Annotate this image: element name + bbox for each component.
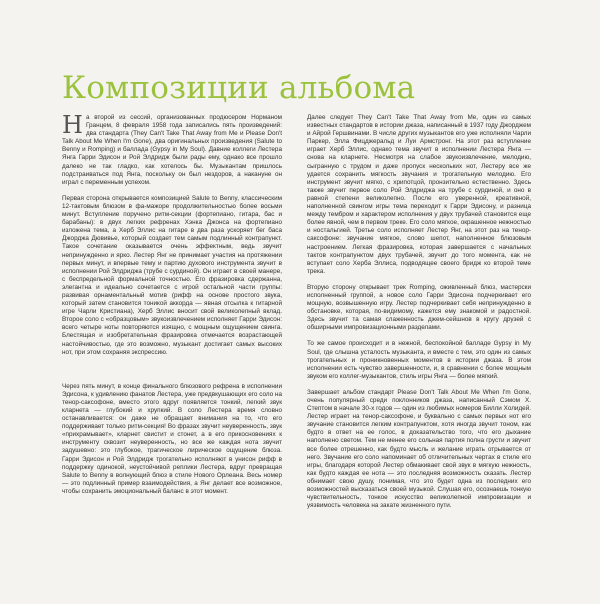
left-column bbox=[62, 111, 282, 504]
left-paragraph-2: Первая сторона открывается композицией Salute to Benny, классическим 12-тактовым блюзом в фа-мажоре продолжительностью более восьми минут. Вступление поручено ритм-секции (фортепиано, гитара, бас и барабаны): в двух легких рефренах Хэнка Джонса на фортепиано изложена тема, а Херб Эллис на гитаре в два раза ускоряет бег баса Джорджа Дювивье, который создает тем самым подлинный контрапункт. Такое сочетание оказывается очень эффектным, ведь звучит непринужденно и ярко. Лестер Янг не принимает участия на протяжении первых минут, и впервые тему и партию духового инструмента звучит в исполнении Рой Элдриджа (трубе с сурдиной). Он играет в своей манере, с беспредельной формальной точностью. Его фразировка сдержанна, элегантна и идеально сочетается с игрой остальной части группы: развивая орнаментальный мотив (рифф на основе простого звука, который затем становится тоникой аккорда — явная отсылка к гитарной игре Чарли Кристиана), Херб Эллис вносит свой великолепный вклад. Второе соло с «образцовым» звукоизвлечением исполняет Гарри Эдисон: всего четыре ноты повторяются изящно, с мощным ощущением свинга. Блестящая и изобретательная фразировка отмечается возрастающей настойчивостью, где это возможно, музыкант достигает самых высоких нот, при этом сохраняя экспрессию. bbox=[62, 194, 282, 356]
right-paragraph-3: То же самое происходит и в нежной, беспокойной балладе Gypsy in My Soul, где слышна усталость музыканта, и вместе с тем, это один из самых трогательных и проникновенных моментов в истории джаза. В этом исполнении есть чувство завершенности, и, в сравнении с более мощным звуком его коллег-музыкантов, стиль игры Янга — более мягкий. bbox=[307, 340, 531, 380]
page-title: Композиции альбома bbox=[62, 70, 416, 106]
right-paragraph-2: Вторую сторону открывает трек Romping, оживленный блюз, мастерски исполненный группой, а новое соло Гарри Эдисона подчеркивает его мощную, возвышенную игру. Лестер подчеркивает себя непринужденно в обстановке, которая, по-видимому, кажется ему знакомой и радостной. Здесь звучит та самая слаженность джем-сейшнов в кругу друзей с обширными импровизационными разделами. bbox=[307, 283, 531, 332]
left-paragraph-1-text: а второй из сессий, организованных продюсером Норманом Гранцем, 8 февраля 1958 года записались пять произведений: два стандарта (They Can't Take That Away from Me и Please Don't Talk About Me When I'm Gone), два оригинальных произведения (Salute to Benny и Romping) и баллада (Gypsy in My Soul). Давние коллеги Лестера Янга Гарри Эдисон и Рой Элдридж были рады ему, однако все прошло далеко не так гладко, как хотелось бы. Музыкантам пришлось подстраиваться под Янга, поскольку он был нездоров, а накануне он играл с переменным успехом. bbox=[62, 114, 282, 186]
right-column bbox=[307, 114, 531, 518]
right-paragraph-4: Завершает альбом стандарт Please Don't Talk About Me When I'm Gone, очень популярный среди поклонников джаза, написанный Сэмом Х. Стептом в начале 30-х годов — один из любимых номеров Билли Холидей. Лестер играет на тенор-саксофоне, и буквально с самых первых нот его звучание становится легким контрапунктом, хотя иногда звучит тоном, как будто в ответ на ее голос, в доказательство того, что его дыхание наполнено светом. Тем не менее его сольная партия полна грусти и звучит все более отрешенно, как будто мысль и желание играть отрывается от него. Звучание его соло напоминает об отличительных чертах в стиле его игры, благодаря которой Лестер обмакивает свой звук в мягкую нежность, как будто каждая ее нота — это последняя возможность сказать. Лестер обнимает свою душу, понимая, что это будет одна из последних его возможностей высказаться своей музыкой. Слушая его, осознаешь тонкую чувствительность, тонкое искусство великолепной импровизации и уязвимость человека на закате жизненного пути. bbox=[307, 388, 531, 510]
left-paragraph-1 bbox=[62, 111, 282, 187]
dropcap: Н bbox=[62, 111, 83, 139]
right-paragraph-1: Далее следует They Can't Take That Away from Me, один из самых известных стандартов в истории джаза, написанный в 1937 году Джорджем и Айрой Гершвинами. В числе других музыкантов его уже исполняли Чарли Паркер, Элла Фицджеральд и Луи Армстронг. На этот раз вступление играет Херб Эллис, однако тема звучит в исполнении Лестера Янга — снова на кларнете. Несмотря на слабое звукоизвлечение, мелодию, сыгранную с трудом и даже пропуск нескольких нот, Лестеру все же удается сохранить мягкость звучания и трогательную мелодию. Его инструмент звучит мягко, с хрипотцой, пронзительно естественно. Здесь также звучит первое соло Рой Элдриджа на трубе с сурдиной, и оно в равной степени великолепно. После его уверенной, креативной, наполненной свингом игры тема переходит к Гарри Эдисону, и разница между тембром и характером исполнения у двух трубачей становится еще более явной, чем в первом треке. Его соло мягкое, окрашенное нежностью и ностальгией. Третье соло исполняет Лестер Янг, на этот раз на тенор-саксофоне: звучание мягкое, слово шепот, наполненное блюзовым настроением. Легкая фразировка, которая завершается с начальных тактов контрапунктом двух трубачей, звучит до того момента, как не вступает соло Херба Эллиса, подводящее своего бридж ко второй теме трека. bbox=[307, 114, 531, 275]
left-paragraph-3: Через пять минут, в конце финального блюзового рефрена в исполнении Эдисона, к удивлению фанатов Лестера, уже предвкушающих его соло на тенор-саксофоне, вместо этого вдруг появляется тонкий, легкий звук кларнета — глубокий и хрупкий. В соло Лестера время словно останавливается: он даже не обращает внимания на то, что его поддерживает только ритм-секция! Во фразах звучит неуверенность, звук «прихрамывает», кларнет свистит и стонет, а в его прикосновениях к инструменту сквозит неуверенность, но все же каждая нота звучит задушевно: это глубокое, трагическое лирическое ощущение блюза. Гарри Эдисон и Рой Элдридж трогательно исполняют в унисон рифф в поддержку одинокой, неустойчивой реплики Лестера, вдруг превращая Salute to Benny в волнующий блюз в стиле Нового Орлеана. Весь номер — это подлинный пример взаимодействия, а Янг делает все возможное, чтобы сохранить эмоциональный баланс в этот момент. bbox=[62, 382, 282, 495]
